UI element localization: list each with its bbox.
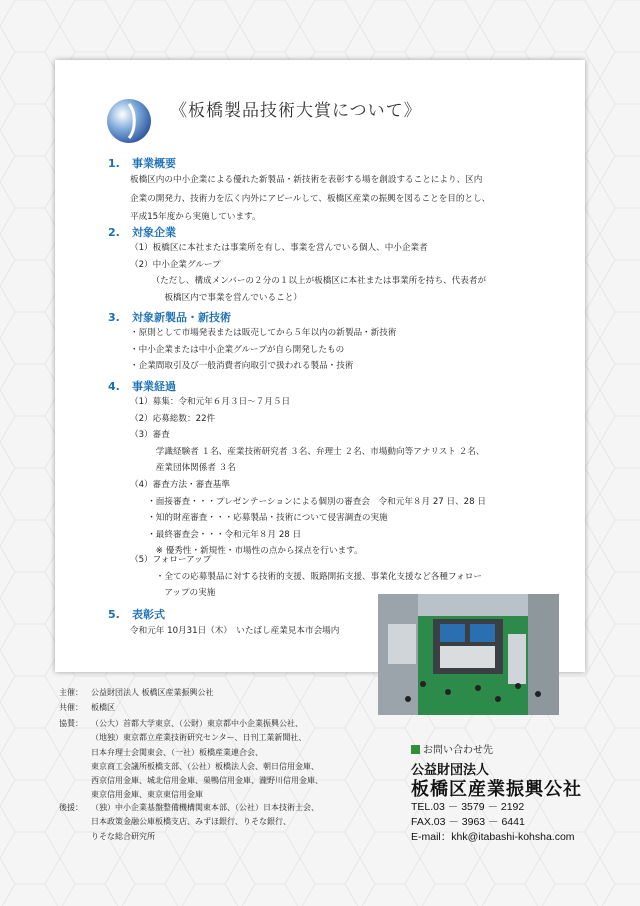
section-3-heading: 3. 対象新製品・新技術 bbox=[108, 311, 231, 324]
contact-heading: お問い合わせ先 bbox=[411, 741, 493, 756]
contact-tel: TEL.03 － 3579 － 2192 bbox=[411, 801, 525, 813]
logo-icon bbox=[106, 98, 152, 144]
section-4-heading: 4. 事業経過 bbox=[108, 380, 176, 393]
footer-cohost: 共催： 板橋区 bbox=[59, 703, 115, 712]
exhibition-photo bbox=[378, 594, 559, 715]
section-1-heading: 1. 事業概要 bbox=[108, 157, 176, 170]
section-1-body: 板橋区内の中小企業による優れた新製品・新技術を表彰する場を創設することにより、区内 企業の開発力、技術力を広く内外にアピールして、板橋区産業の振興を図ることを目的とし、 平成15年度から実施しています。 bbox=[130, 175, 491, 222]
footer-cooperation: 協賛： （公大）首都大学東京、（公財）東京都中小企業振興公社、 （地独）東京都立産業技術研究センター、日刊工業新聞社、 日本弁理士会関東会、（一社）板橋産業連合会、 東京商工会議所板橋支部、（公社）板橋法人会、朝日信用金庫、 西京信用金庫、城北信用金庫、巣鴨信用金庫、瀧野川信用金庫、 東京信用金庫、東京東信用金庫 bbox=[59, 719, 323, 800]
contact-org-name: 板橋区産業振興公社 bbox=[411, 779, 582, 800]
green-square-icon bbox=[411, 745, 420, 754]
contact-email[interactable]: E-mail：khk@itabashi-kohsha.com bbox=[411, 831, 575, 843]
footer-support: 後援： （独）中小企業基盤整備機構関東本部、（公社）日本技術士会、 日本政策金融公庫板橋支店、みずほ銀行、りそな銀行、 りそな総合研究所 bbox=[59, 803, 319, 841]
section-2-body: （1）板橋区に本社または事業所を有し、事業を営んでいる個人、中小企業者 （2）中小企業グループ （ただし、構成メンバーの２分の１以上が板橋区に本社または事業所を持ち、代表者が 板橋区内で事業を営んでいること） bbox=[130, 243, 487, 303]
section-5-body: 令和元年 10月31日（木） いたばし産業見本市会場内 bbox=[130, 626, 340, 636]
section-3-body: ・原則として市場発表または販売してから５年以内の新製品・新技術 ・中小企業または中小企業グループが自ら開発したもの ・企業間取引及び一般消費者向取引で扱われる製品・技術 bbox=[130, 328, 397, 372]
page-title: 《板橋製品技術大賞について》 bbox=[170, 101, 422, 121]
section-2-heading: 2. 対象企業 bbox=[108, 226, 176, 239]
section-5-heading: 5. 表彰式 bbox=[108, 608, 165, 621]
footer-sponsor: 主催： 公益財団法人 板橋区産業振興公社 bbox=[59, 688, 214, 697]
contact-org-type: 公益財団法人 bbox=[411, 763, 490, 778]
contact-fax: FAX.03 － 3963 － 6441 bbox=[411, 816, 525, 828]
section-4-body: （1）募集：令和元年６月３日～７月５日 （2）応募総数：22件 （3）審査 学識経験者 １名、産業技術研究者 ３名、弁理士 ２名、市場動向等アナリスト ２名、 産業団体関係者 ３名 （4）審査方法・審査基準 ・面接審査・・・プレゼンテーションによる個別の審査会 令和元年８月 27 日、28 日 ・知的財産審査・・・応募製品・技術について侵害調査の実施 ・最終審査会・・・令和元年８月 28 日 ※ 優秀性・新規性・市場性の点から採点を行います。 bbox=[130, 397, 486, 557]
section-4-followup: （5）フォローアップ ・全ての応募製品に対する技術的支援、販路開拓支援、事業化支援など各種フォロー アップの実施 bbox=[130, 555, 482, 599]
